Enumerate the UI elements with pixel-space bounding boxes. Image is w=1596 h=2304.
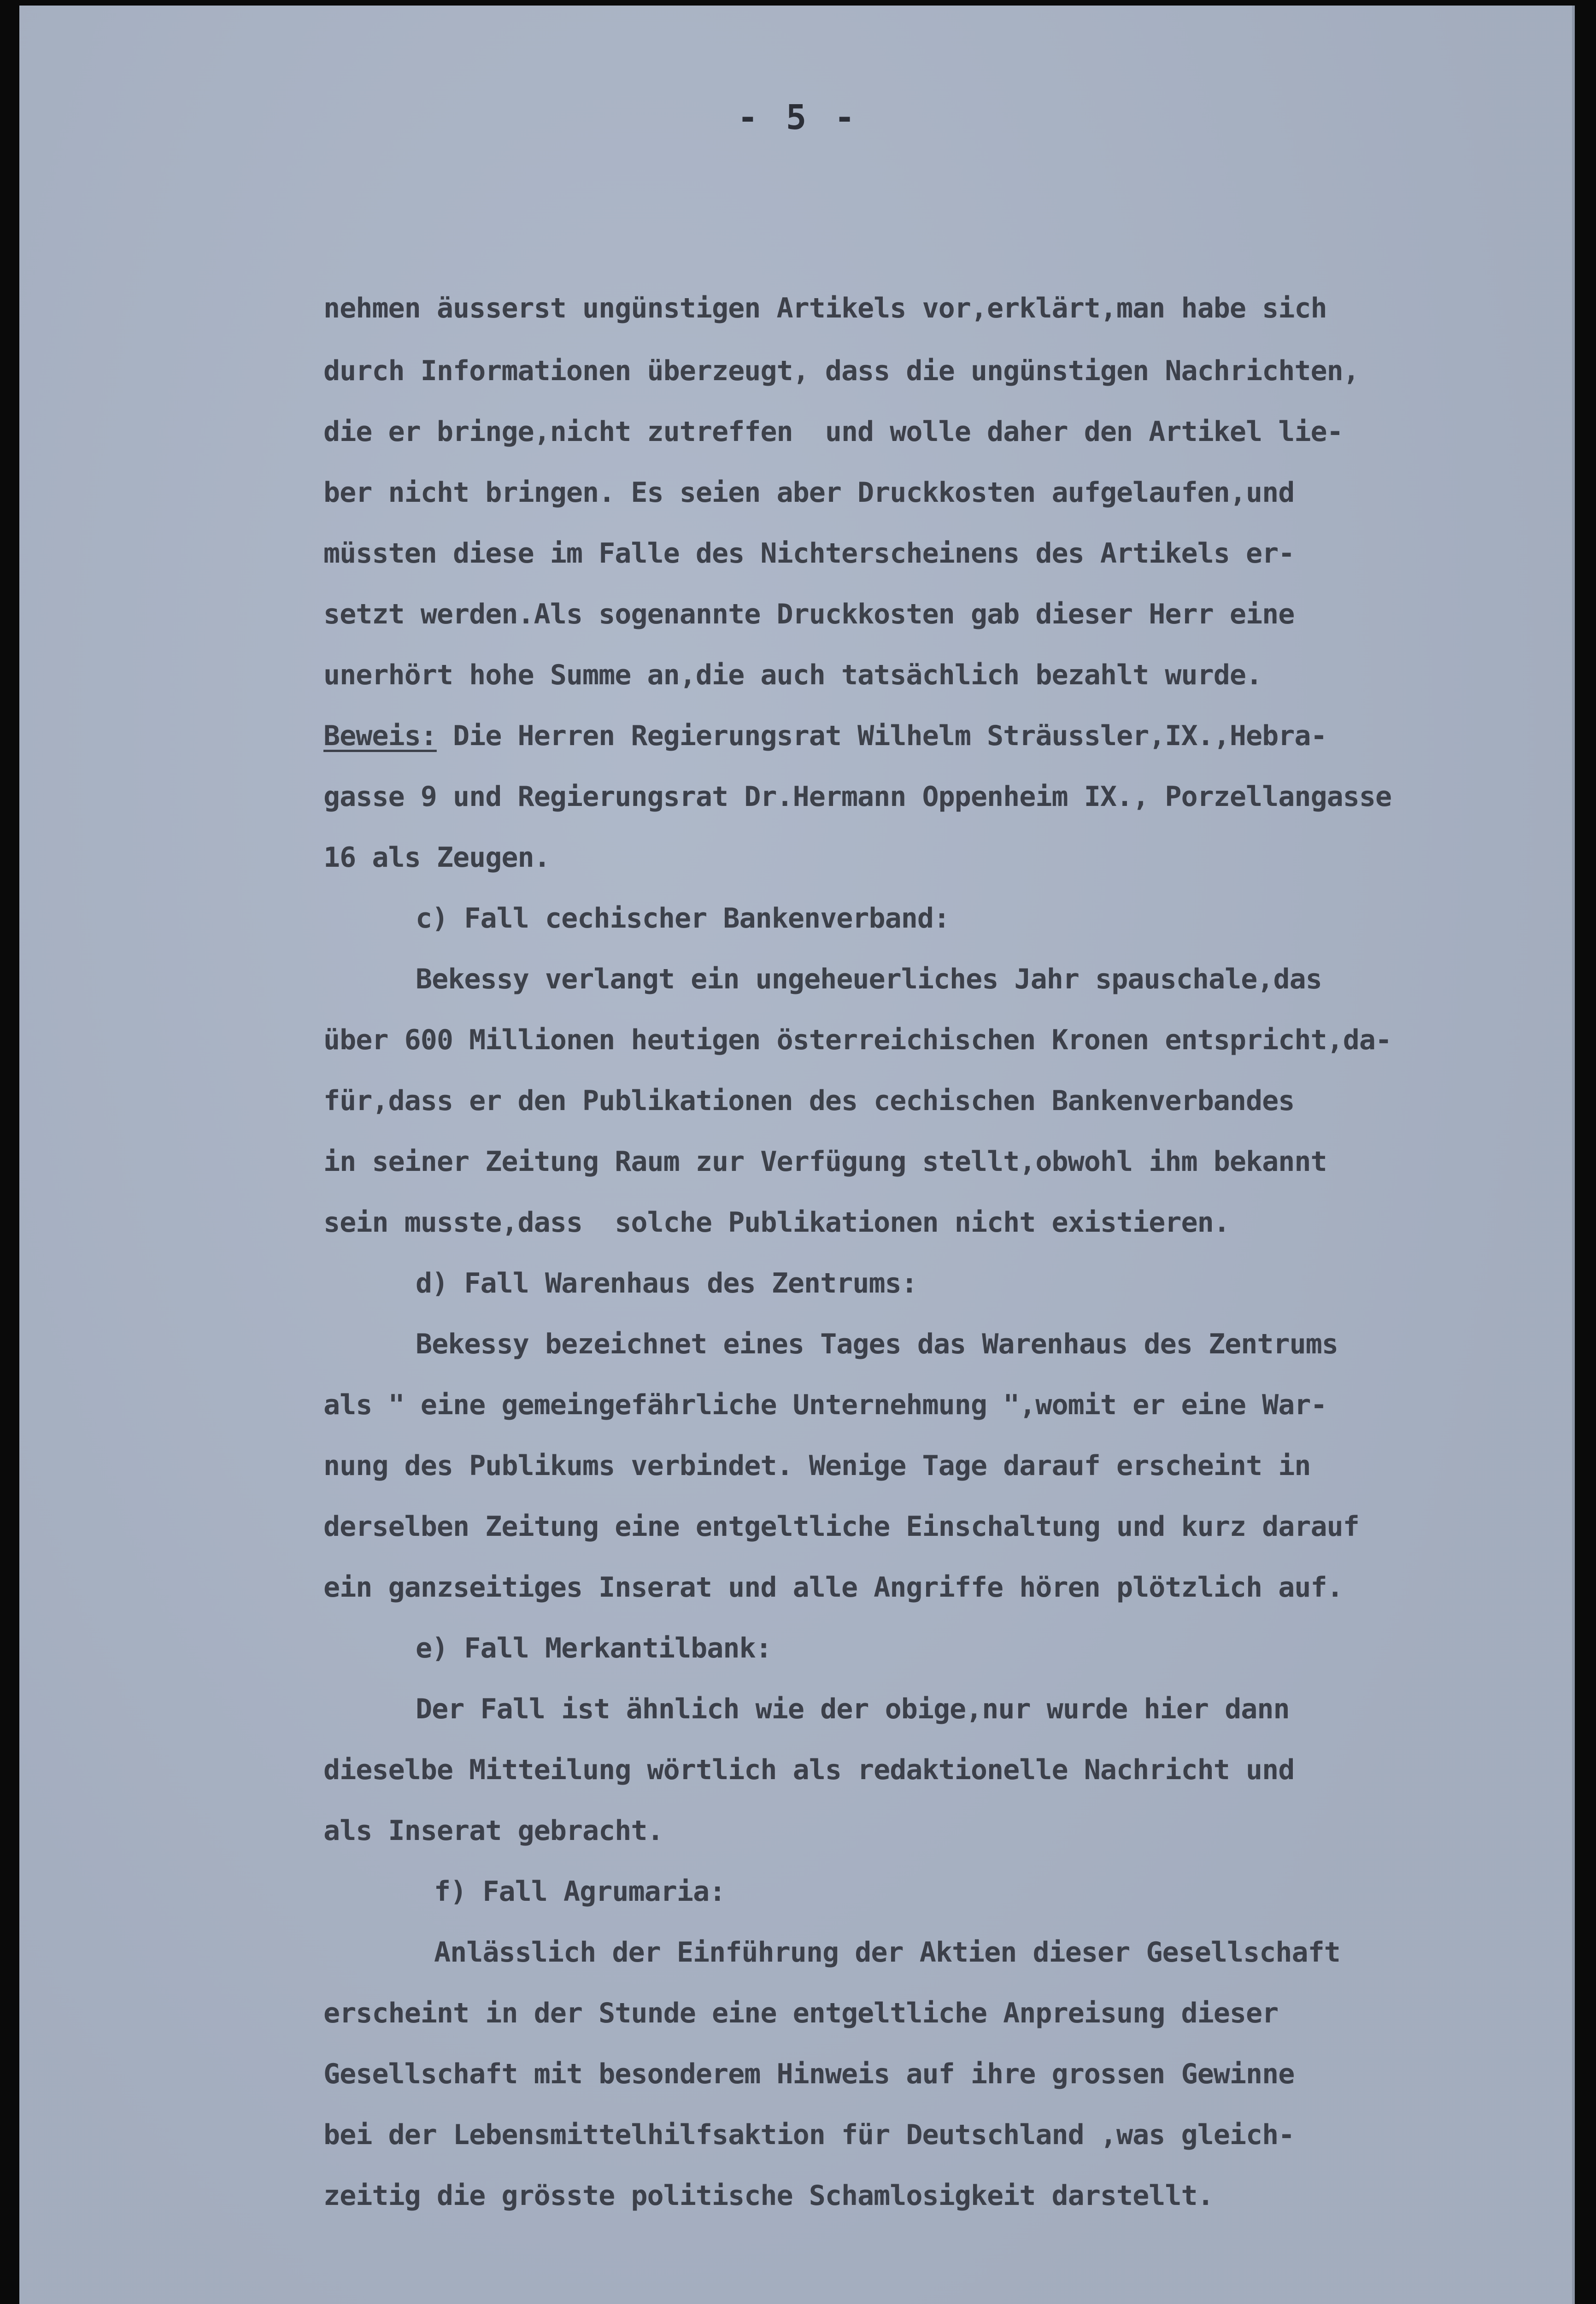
text-line: derselben Zeitung eine entgeltliche Einschaltung und kurz darauf bbox=[323, 1511, 1359, 1543]
text-line: die er bringe,nicht zutreffen und wolle daher den Artikel lie- bbox=[323, 416, 1343, 448]
text-line: sein musste,dass solche Publikationen nicht existieren. bbox=[323, 1206, 1230, 1239]
typewritten-body bbox=[305, 6, 1558, 2212]
text-line: Der Fall ist ähnlich wie der obige,nur wurde hier dann bbox=[416, 1693, 1290, 1725]
text-line: in seiner Zeitung Raum zur Verfügung stellt,obwohl ihm bekannt bbox=[323, 1146, 1327, 1178]
section-heading-d: d) Fall Warenhaus des Zentrums: bbox=[416, 1267, 917, 1299]
text-line: Anlässlich der Einführung der Aktien dieser Gesellschaft bbox=[434, 1936, 1340, 1969]
text-line: nehmen äusserst ungünstigen Artikels vor,erklärt,man habe sich bbox=[323, 292, 1327, 324]
text-line: müssten diese im Falle des Nichterscheinens des Artikels er- bbox=[323, 537, 1295, 570]
text-line: Bekessy verlangt ein ungeheuerliches Jahr spauschale,das bbox=[416, 963, 1322, 995]
evidence-label: Beweis: bbox=[323, 720, 437, 752]
text-line: gasse 9 und Regierungsrat Dr.Hermann Oppenheim IX., Porzellangasse bbox=[323, 781, 1392, 813]
evidence-line bbox=[323, 715, 1327, 757]
text-line: nung des Publikums verbindet. Wenige Tage darauf erscheint in bbox=[323, 1450, 1311, 1482]
text-line: über 600 Millionen heutigen österreichischen Kronen entspricht,da- bbox=[323, 1024, 1392, 1056]
section-heading-f: f) Fall Agrumaria: bbox=[434, 1875, 726, 1908]
text-line: ein ganzseitiges Inserat und alle Angriffe hören plötzlich auf. bbox=[323, 1571, 1343, 1604]
text-line: ber nicht bringen. Es seien aber Druckkosten aufgelaufen,und bbox=[323, 476, 1295, 509]
text-line: durch Informationen überzeugt, dass die ungünstigen Nachrichten, bbox=[323, 355, 1359, 387]
section-heading-c: c) Fall cechischer Bankenverband: bbox=[416, 902, 950, 935]
text-line: unerhört hohe Summe an,die auch tatsächlich bezahlt wurde. bbox=[323, 659, 1262, 691]
text-line: setzt werden.Als sogenannte Druckkosten gab dieser Herr eine bbox=[323, 598, 1295, 630]
section-heading-e: e) Fall Merkantilbank: bbox=[416, 1632, 772, 1664]
text-line: Bekessy bezeichnet eines Tages das Warenhaus des Zentrums bbox=[416, 1328, 1338, 1360]
text-line: zeitig die grösste politische Schamlosigkeit darstellt. bbox=[323, 2180, 1214, 2212]
text-line: 16 als Zeugen. bbox=[323, 841, 550, 874]
text-line: dieselbe Mitteilung wörtlich als redaktionelle Nachricht und bbox=[323, 1754, 1295, 1786]
page-number: - 5 - bbox=[737, 98, 859, 137]
text-line: für,dass er den Publikationen des cechischen Bankenverbandes bbox=[323, 1085, 1295, 1117]
text-line: Gesellschaft mit besonderem Hinweis auf ihre grossen Gewinne bbox=[323, 2058, 1295, 2090]
text-line: als " eine gemeingefährliche Unternehmung ",womit er eine War- bbox=[323, 1389, 1327, 1421]
evidence-text: Die Herren Regierungsrat Wilhelm Sträussler,IX.,Hebra- bbox=[436, 720, 1327, 752]
document-page bbox=[19, 6, 1575, 2304]
text-line: bei der Lebensmittelhilfsaktion für Deutschland ,was gleich- bbox=[323, 2119, 1295, 2151]
text-line: als Inserat gebracht. bbox=[323, 1815, 663, 1847]
text-line: erscheint in der Stunde eine entgeltliche Anpreisung dieser bbox=[323, 1997, 1279, 2029]
